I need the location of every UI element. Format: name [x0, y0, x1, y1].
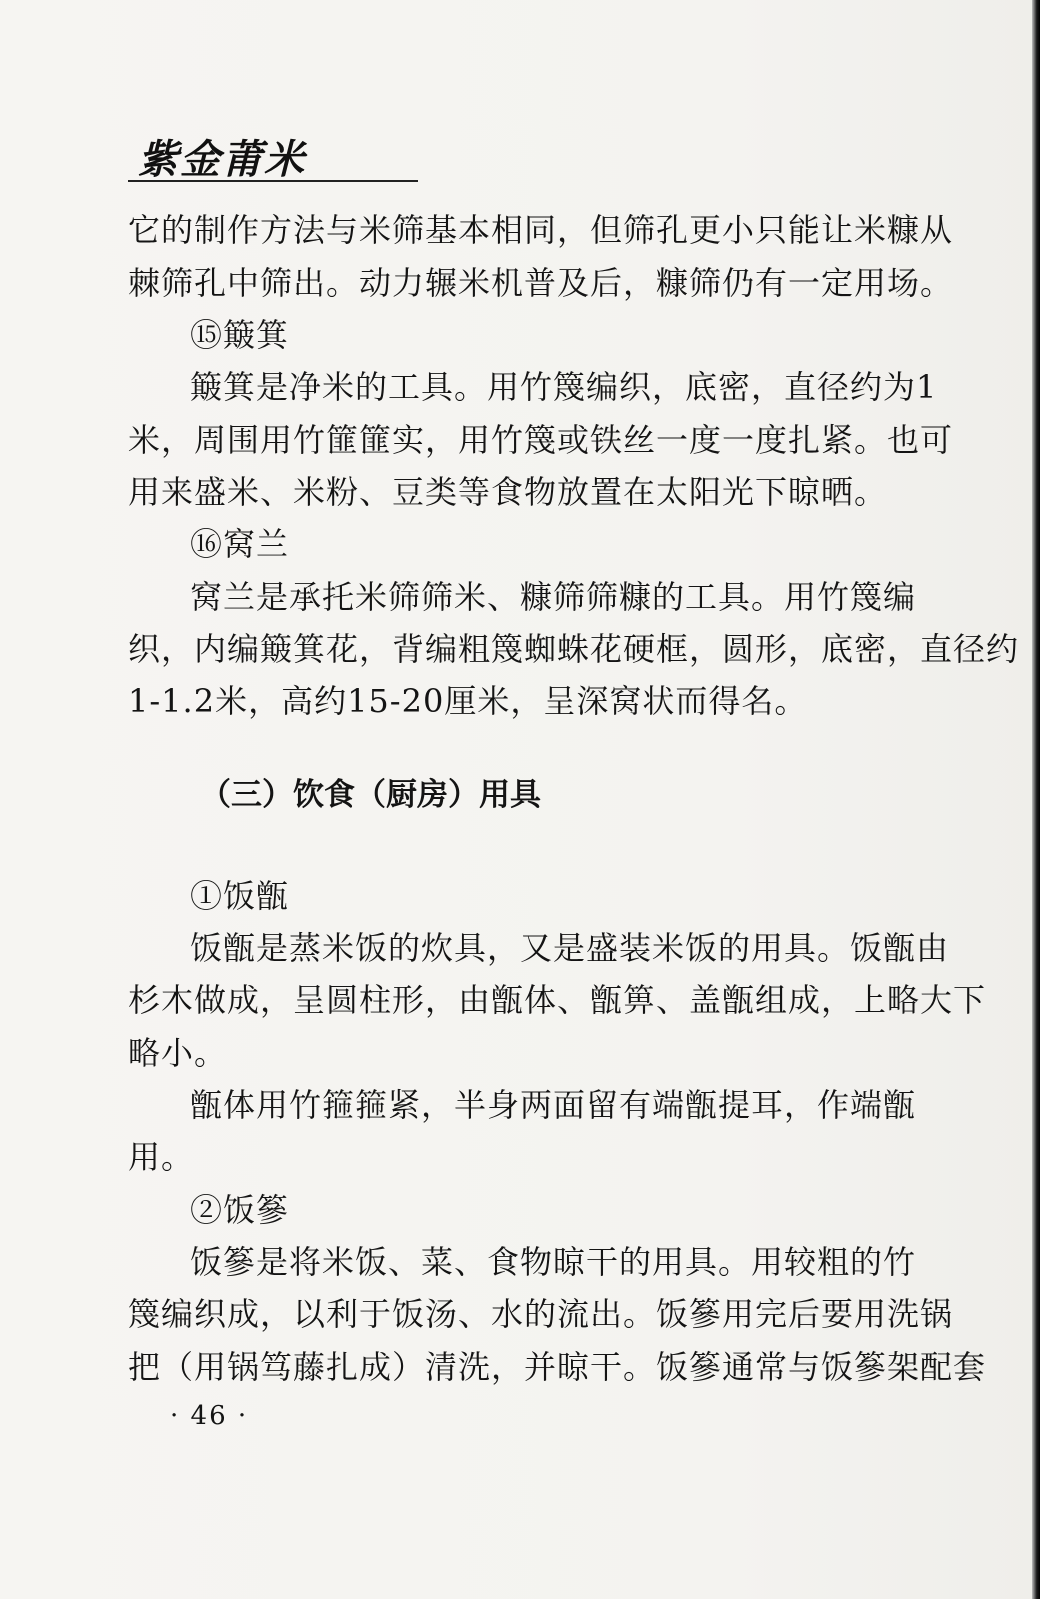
- paragraph-line: 簸箕是净米的工具。用竹篾编织，底密，直径约为1: [190, 368, 938, 406]
- paragraph-line: 饭甑是蒸米饭的炊具，又是盛装米饭的用具。饭甑由: [190, 929, 950, 967]
- item-heading: ①饭甑: [190, 877, 290, 915]
- paragraph-line: 饭篸是将米饭、菜、食物晾干的用具。用较粗的竹: [190, 1243, 917, 1281]
- scan-edge: [1032, 0, 1040, 1599]
- paragraph-line: 甑体用竹箍箍紧，半身两面留有端甑提耳，作端甑: [190, 1086, 917, 1124]
- section-title: （三）饮食（厨房）用具: [200, 777, 541, 813]
- paragraph-line: 棘筛孔中筛出。动力辗米机普及后，糠筛仍有一定用场。: [128, 264, 954, 302]
- paragraph-line: 它的制作方法与米筛基本相同，但筛孔更小只能让米糠从: [128, 211, 954, 249]
- paragraph-line: 杉木做成，呈圆柱形，由甑体、甑箅、盖甑组成，上略大下: [128, 981, 987, 1019]
- running-header-title: 紫金莆米: [138, 136, 306, 183]
- paragraph-line: 米，周围用竹篚篚实，用竹篾或铁丝一度一度扎紧。也可: [128, 421, 954, 459]
- paragraph-line: 1-1.2米，高约15-20厘米，呈深窝状而得名。: [128, 682, 808, 720]
- paragraph-line: 用来盛米、米粉、豆类等食物放置在太阳光下晾晒。: [128, 473, 888, 511]
- paragraph-line: 把（用锅笃藤扎成）清洗，并晾干。饭篸通常与饭篸架配套: [128, 1348, 987, 1386]
- paragraph-line: 篾编织成，以利于饭汤、水的流出。饭篸用完后要用洗锅: [128, 1295, 954, 1333]
- item-heading: ⑯窝兰: [190, 525, 290, 563]
- page-number: · 46 ·: [170, 1401, 249, 1431]
- item-heading: ②饭篸: [190, 1191, 290, 1229]
- paragraph-line: 窝兰是承托米筛筛米、糠筛筛糠的工具。用竹篾编: [190, 578, 917, 616]
- item-heading: ⑮簸箕: [190, 316, 290, 354]
- header-rule: [128, 180, 418, 182]
- paragraph-line: 略小。: [128, 1034, 228, 1072]
- paragraph-line: 用。: [128, 1138, 195, 1176]
- paragraph-line: 织，内编簸箕花，背编粗篾蜘蛛花硬框，圆形，底密，直径约: [128, 630, 1020, 668]
